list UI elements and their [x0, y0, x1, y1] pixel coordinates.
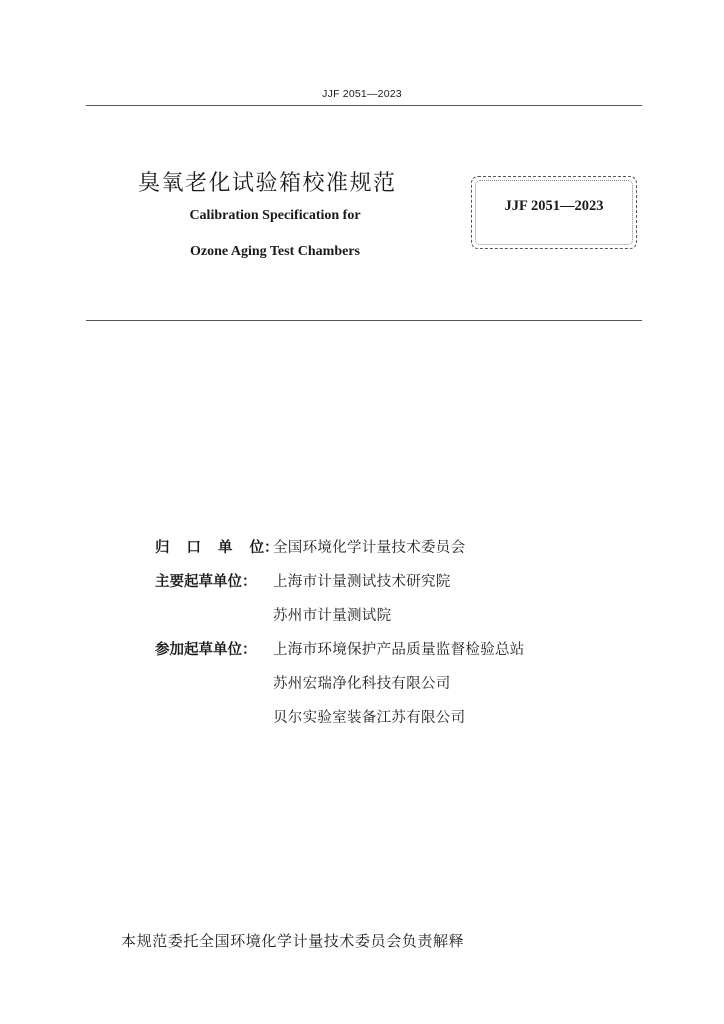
header-standard-code: JJF 2051—2023 [322, 88, 402, 100]
main-drafting-unit-label: 主要起草单位： [155, 574, 257, 590]
title-english-line2: Ozone Aging Test Chambers [190, 244, 360, 259]
participating-drafting-unit-row [155, 638, 525, 659]
participating-drafting-unit-value: 上海市环境保护产品质量监督检验总站 [273, 642, 525, 658]
main-drafting-unit-value: 苏州市计量测试院 [273, 608, 392, 624]
interpretation-note: 本规范委托全国环境化学计量技术委员会负责解释 [121, 932, 465, 950]
responsible-unit-label: 归 口 单 位： [155, 540, 279, 556]
standard-code: JJF 2051—2023 [504, 198, 604, 214]
responsible-unit-value: 全国环境化学计量技术委员会 [273, 540, 466, 556]
participating-drafting-unit-value: 贝尔实验室装备江苏有限公司 [273, 710, 466, 726]
participating-drafting-unit-row [155, 672, 451, 693]
title-english-line1: Calibration Specification for [189, 208, 361, 223]
main-drafting-unit-value: 上海市计量测试技术研究院 [273, 574, 451, 590]
header-divider [86, 105, 642, 106]
standard-code-box [471, 176, 637, 249]
main-drafting-unit-row [155, 570, 451, 591]
participating-drafting-unit-value: 苏州宏瑞净化科技有限公司 [273, 676, 451, 692]
participating-drafting-unit-row [155, 706, 465, 727]
main-drafting-unit-row [155, 604, 391, 625]
participating-drafting-unit-label: 参加起草单位： [155, 642, 257, 658]
responsible-unit-row [155, 536, 465, 557]
title-divider [86, 320, 642, 321]
title-chinese: 臭氧老化试验箱校准规范 [138, 171, 397, 196]
